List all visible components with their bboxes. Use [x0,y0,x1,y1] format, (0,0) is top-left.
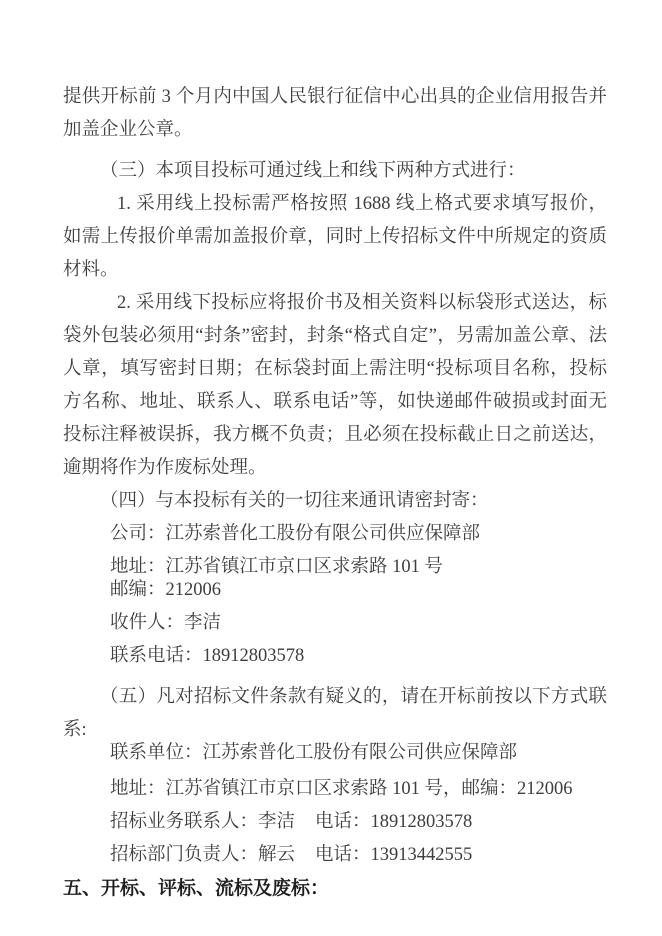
chapter-5-heading: 五、开标、评标、流标及废标： [63,878,330,899]
section-4-heading: （四）与本投标有关的一切往来通讯请密封寄： [100,491,489,511]
department-head-row [63,839,607,872]
department-head-name: 招标部门负责人：解云 [110,845,296,865]
section-3-item-1: 1. 采用线上投标需严格按照 1688 线上格式要求填写报价，如需上传报价单需加盖报价章，同时上传招标文件中所规定的资质材料。 [63,194,607,280]
department-head-phone: 电话：13913442555 [315,845,473,865]
paragraph-credit-report: 提供开标前 3 个月内中国人民银行征信中心出具的企业信用报告并加盖企业公章。 [63,87,607,140]
section-5-heading: （五）凡对招标文件条款有疑义的，请在开标前按以下方式联系: [63,687,607,740]
contact-unit-line: 联系单位：江苏索普化工股份有限公司供应保障部 [110,743,518,763]
section-3-item-2: 2. 采用线下投标应将报价书及相关资料以标袋形式送达，标袋外包装必须用“封条”密封，封条“格式自定”，另需加盖公章、法人章，填写密封日期；在标袋封面上需注明“投标项目名称，投标方名称、地址、联系人、联系电话”等，如快递邮件破损或封面无投标注释被误拆，我方概不负责；且必须在投标截止日之前送达，逾期将作为作废标处理。 [63,293,607,478]
business-contact-row [63,806,607,839]
contact-company-line: 公司：江苏索普化工股份有限公司供应保障部 [110,524,481,544]
contact-phone-line: 联系电话：18912803578 [110,646,305,666]
contact-address-line: 地址：江苏省镇江市京口区求索路 101 号 [110,557,444,577]
contact-address-postcode-line: 地址：江苏省镇江市京口区求索路 101 号，邮编：212006 [110,779,573,799]
business-contact-name: 招标业务联系人：李洁 [110,812,296,832]
contact-recipient-line: 收件人：李洁 [110,613,222,633]
section-3-heading: （三）本项目投标可通过线上和线下两种方式进行： [100,161,526,181]
contact-postal-code-line: 邮编：212006 [110,580,222,600]
business-contact-phone: 电话：18912803578 [315,812,473,832]
